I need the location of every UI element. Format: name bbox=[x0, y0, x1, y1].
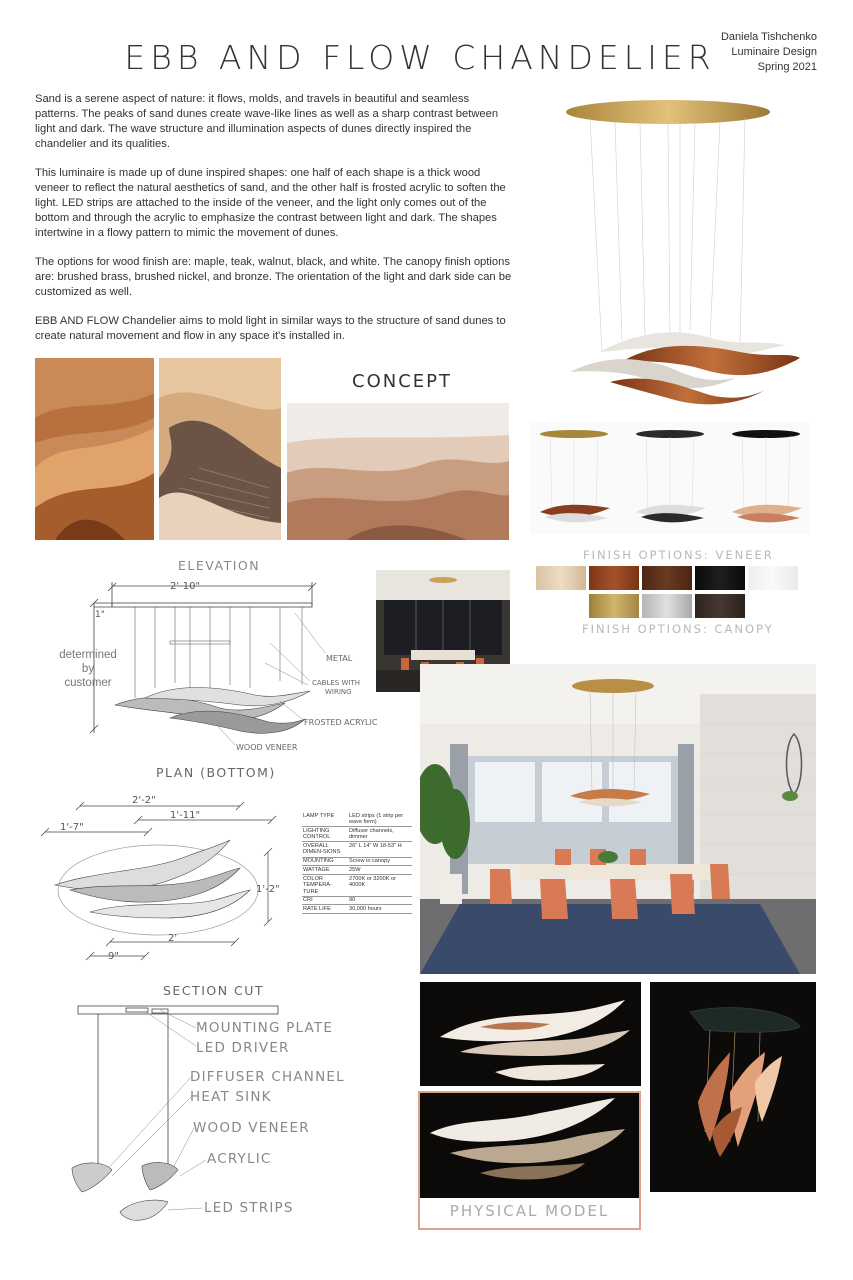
spec-key: OVERALL DIMEN-SIONS bbox=[302, 842, 348, 857]
spec-value: 90 bbox=[348, 896, 412, 905]
description bbox=[35, 92, 515, 358]
dune-photo-3 bbox=[287, 403, 509, 540]
elevation-title: ELEVATION bbox=[178, 558, 261, 573]
callout-metal: METAL bbox=[326, 654, 353, 663]
plan-left-dim: 1'-7" bbox=[60, 822, 84, 833]
description-paragraph: EBB AND FLOW Chandelier aims to mold light in similar ways to the structure of sand dunes to create natural movement and flow in any space it's installed in. bbox=[35, 315, 506, 342]
physical-model-photo-3 bbox=[420, 1093, 639, 1198]
spec-key: WATTAGE bbox=[302, 866, 348, 875]
plan-overall-dim: 2'-2" bbox=[132, 795, 156, 806]
spec-row bbox=[302, 812, 412, 827]
canopy-swatch-nickel bbox=[642, 594, 692, 618]
plan-height-dim: 1'-2" bbox=[256, 884, 280, 895]
large-dining-room-render bbox=[420, 664, 816, 974]
callout-frosted-acrylic: FROSTED ACRYLIC bbox=[304, 718, 378, 727]
callout-acrylic: ACRYLIC bbox=[207, 1151, 272, 1167]
spec-key: MOUNTING bbox=[302, 857, 348, 866]
spec-key: LAMP TYPE bbox=[302, 812, 348, 827]
spec-key: RATE LIFE bbox=[302, 905, 348, 914]
spec-row bbox=[302, 896, 412, 905]
veneer-swatch-walnut bbox=[642, 566, 692, 590]
callout-cables: WIRING bbox=[325, 688, 352, 696]
height-note-line: determined bbox=[59, 649, 117, 661]
author-name: Daniela Tishchenko bbox=[720, 31, 817, 43]
canopy-swatch-brass bbox=[589, 594, 639, 618]
canopy-options-label: FINISH OPTIONS: CANOPY bbox=[582, 622, 774, 636]
finish-variant-renders bbox=[530, 422, 810, 534]
height-note-line: by bbox=[81, 663, 95, 675]
veneer-swatch-teak bbox=[589, 566, 639, 590]
spec-value: Diffuser channels, dimmer bbox=[348, 827, 412, 842]
plan-inner-dim: 1'-11" bbox=[170, 810, 201, 821]
spec-value: 25W bbox=[348, 866, 412, 875]
height-note bbox=[52, 648, 124, 690]
section-title: SECTION CUT bbox=[163, 983, 265, 998]
canopy-swatch-bronze bbox=[695, 594, 745, 618]
spec-row bbox=[302, 857, 412, 866]
callout-heat-sink: HEAT SINK bbox=[190, 1089, 272, 1105]
callout-wood-veneer: WOOD VENEER bbox=[193, 1120, 310, 1136]
section-callouts-top bbox=[196, 1018, 333, 1058]
height-note-line: customer bbox=[64, 677, 112, 689]
section-callouts-mid bbox=[190, 1067, 345, 1107]
term: Spring 2021 bbox=[757, 61, 817, 73]
spec-key: CRI bbox=[302, 896, 348, 905]
plan-drawing bbox=[40, 790, 300, 965]
physical-model-photo-2 bbox=[650, 982, 816, 1192]
elevation-top-dim: 1" bbox=[95, 610, 105, 620]
plan-small-dim: 9" bbox=[108, 951, 119, 962]
course-name: Luminaire Design bbox=[731, 46, 817, 58]
spec-table bbox=[302, 812, 412, 914]
spec-value: 26" L 14" W 18-53" H bbox=[348, 842, 412, 857]
description-paragraph: The options for wood finish are: maple, teak, walnut, black, and white. The canopy finish options are: brushed brass, brushed nickel, and bronze. The orientation of the light and dark side can be customized as well. bbox=[35, 256, 512, 298]
canopy-swatches bbox=[589, 594, 745, 618]
callout-led-driver: LED DRIVER bbox=[196, 1040, 290, 1056]
veneer-swatch-white bbox=[748, 566, 798, 590]
spec-row bbox=[302, 905, 412, 914]
spec-row bbox=[302, 866, 412, 875]
physical-model-label: PHYSICAL MODEL bbox=[449, 1202, 610, 1220]
elevation-width-dim: 2'-10" bbox=[170, 581, 201, 592]
spec-key: COLOR TEMPERA-TURE bbox=[302, 874, 348, 896]
callout-diffuser-channel: DIFFUSER CHANNEL bbox=[190, 1069, 345, 1085]
callout-cables: CABLES WITH bbox=[312, 679, 360, 687]
veneer-swatch-black bbox=[695, 566, 745, 590]
callout-mounting-plate: MOUNTING PLATE bbox=[196, 1020, 334, 1036]
dune-photo-1 bbox=[35, 358, 154, 540]
spec-value: LED strips (1 strip per wave form) bbox=[348, 812, 412, 827]
spec-row bbox=[302, 874, 412, 896]
author-block bbox=[721, 30, 817, 75]
spec-value: 30,000 hours bbox=[348, 905, 412, 914]
plan-bottom-dim: 2' bbox=[168, 933, 178, 944]
description-paragraph: Sand is a serene aspect of nature: it flows, molds, and travels in beautiful and seamless patterns. The peaks of sand dunes create wave-like lines as well as a sharp contrast between light and dark. The wave structure and illumination aspects of dunes directly inspired the chandelier and its qualities. bbox=[35, 93, 499, 150]
page-title: EBB AND FLOW CHANDELIER bbox=[124, 38, 716, 77]
callout-led-strips: LED STRIPS bbox=[204, 1200, 294, 1216]
concept-label: CONCEPT bbox=[352, 371, 452, 392]
hero-chandelier-render bbox=[540, 90, 800, 410]
dune-photo-2 bbox=[159, 358, 281, 540]
description-paragraph: This luminaire is made up of dune inspired shapes: one half of each shape is a thick wood veneer to reflect the natural aesthetics of sand, and the other half is frosted acrylic to soften the light. LED strips are attached to the inside of the veneer, and the light only comes out of the bottom and through the acrylic to emphasize the contrast between light and dark. The shapes intertwine in a flowy pattern to mimic the movement of dunes. bbox=[35, 167, 506, 239]
veneer-options-label: FINISH OPTIONS: VENEER bbox=[583, 548, 774, 562]
spec-row bbox=[302, 827, 412, 842]
physical-model-photo-1 bbox=[420, 982, 641, 1086]
spec-row bbox=[302, 842, 412, 857]
veneer-swatches bbox=[536, 566, 798, 590]
veneer-swatch-maple bbox=[536, 566, 586, 590]
plan-title: PLAN (BOTTOM) bbox=[156, 765, 276, 780]
callout-wood-veneer: WOOD VENEER bbox=[236, 743, 298, 752]
spec-value: 2700K or 3200K or 4000K bbox=[348, 874, 412, 896]
spec-value: Screw in canopy bbox=[348, 857, 412, 866]
spec-key: LIGHTING CONTROL bbox=[302, 827, 348, 842]
